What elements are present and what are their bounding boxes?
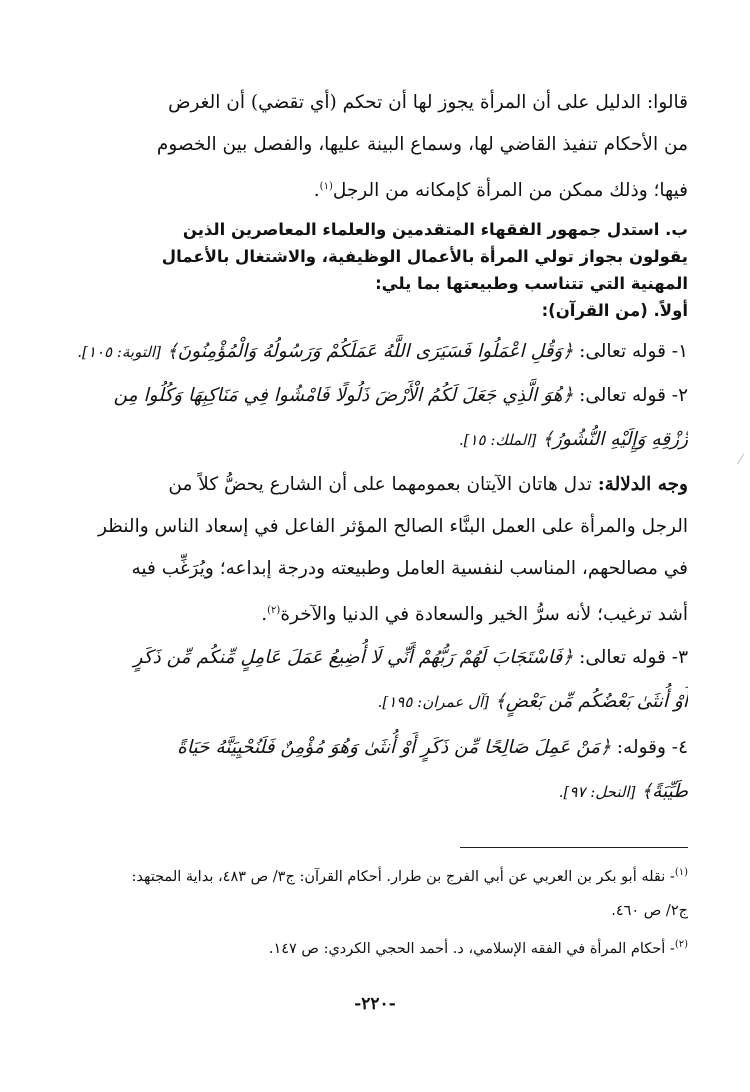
heading-line: ب. استدل جمهور الفقهاء المتقدمين والعلماء المعاصرين الذين: [182, 220, 688, 239]
verse-line: [74, 374, 688, 418]
heading-line: المهنية التي تتناسب وطبيعتها بما يلي:: [375, 274, 688, 293]
verse-4: [74, 726, 688, 814]
verse-line: [74, 418, 688, 462]
quran-text: ﴿فَاسْتَجَابَ لَهُمْ رَبُّهُمْ أَنِّي لَا أُضِيعُ عَمَلَ عَامِلٍ مِّنكُم مِّن ذَكَرٍ: [133, 647, 574, 668]
text-fragment: تدل هاتان الآيتان بعمومهما على أن الشارع يحضُّ كلاً من: [168, 474, 592, 495]
text-fragment: .: [313, 180, 320, 202]
text-fragment: أشد ترغيب؛ لأنه سرُّ الخير والسعادة في الدنيا والآخرة: [280, 604, 688, 626]
evidence-paragraph: [74, 464, 688, 636]
verse-1: [74, 330, 688, 374]
verse-line: [74, 330, 688, 374]
verse-label: ٤- وقوله:: [616, 737, 688, 758]
footnote-text: - نقله أبو بكر بن العربي عن أبي الفرج بن طرار. أحكام القرآن: ج٣/ ص ٤٨٣، بداية المجتهد:: [131, 868, 675, 885]
footnote-2: [74, 928, 688, 966]
verse-line: [74, 726, 688, 770]
text-line: الرجل والمرأة على العمل البنَّاء الصالح المؤثر الفاعل في إسعاد الناس والنظر: [97, 516, 688, 537]
footnote-marker: (٢): [674, 938, 688, 950]
section-b-heading: [74, 216, 688, 324]
page-number: -٢٢٠-: [354, 994, 396, 1014]
quran-text: ﴿وَقُلِ اعْمَلُوا فَسَيَرَى اللَّهُ عَمَلَكُمْ وَرَسُولُهُ وَالْمُؤْمِنُونَ﴾: [166, 341, 574, 362]
verse-line: [74, 636, 688, 680]
verse-3: [74, 636, 688, 724]
text-line: في مصالحهم، المناسب لنفسية العامل وطبيعته ودرجة إبداعه؛ ويُرَغِّب فيه: [131, 558, 688, 579]
verse-line: [74, 770, 688, 814]
footnote-divider: [460, 847, 688, 848]
quran-text: أَوْ أُنثَىٰ بَعْضُكُم مِّن بَعْضٍ﴾: [494, 691, 688, 712]
verse-label: ٢- قوله تعالى:: [579, 385, 688, 406]
verse-label: ٣- قوله تعالى:: [579, 647, 688, 668]
footnote-1: [74, 856, 688, 894]
footnote-ref: (٢): [267, 605, 281, 616]
text-line: [74, 166, 688, 212]
verse-reference: [آل عمران: ١٩٥].: [377, 693, 489, 711]
margin-mark: ⁄: [739, 452, 742, 468]
evidence-lead: وجه الدلالة:: [597, 474, 688, 495]
footnote-ref: (١): [319, 181, 333, 192]
footnote-text: - أحكام المرأة في الفقه الإسلامي، د. أحمد الحجي الكردي: ص ١٤٧.: [268, 940, 675, 957]
heading-line: يقولون بجواز تولي المرأة بالأعمال الوظيفية، والاشتغال بالأعمال: [161, 247, 688, 266]
text-line: [74, 464, 688, 506]
quran-text: طَيِّبَةً﴾: [641, 781, 688, 802]
paragraph-judging-argument: [74, 82, 688, 212]
text-line: [74, 590, 688, 636]
quran-text: رِّزْقِهِ وَإِلَيْهِ النُّشُورُ﴾: [542, 429, 688, 450]
quran-text: ﴿مَنْ عَمِلَ صَالِحًا مِّن ذَكَرٍ أَوْ أُنثَىٰ وَهُوَ مُؤْمِنٌ فَلَنُحْيِيَنَّهُ حَيَاةً: [177, 737, 611, 758]
verse-reference: [التوبة: ١٠٥].: [77, 343, 161, 361]
text-fragment: فيها؛ وذلك ممكن من المرأة كإمكانه من الرجل: [332, 180, 688, 202]
text-line: قالوا: الدليل على أن المرأة يجوز لها أن تحكم (أي تقضي) أن الغرض: [168, 92, 688, 113]
footnote-1-continued: ج٢/ ص ٤٦٠.: [611, 902, 688, 919]
verse-reference: [الملك: ١٥].: [458, 431, 537, 449]
footnote-marker: (١): [674, 867, 688, 878]
verse-reference: [النحل: ٩٧].: [558, 783, 636, 801]
verse-2: [74, 374, 688, 462]
text-fragment: .: [261, 604, 268, 626]
quran-text: ﴿هُوَ الَّذِي جَعَلَ لَكُمُ الْأَرْضَ ذَلُولًا فَامْشُوا فِي مَنَاكِبِهَا وَكُلُوا مِن: [113, 385, 574, 406]
verse-label: ١- قوله تعالى:: [579, 341, 688, 362]
footnotes: [74, 856, 688, 966]
text-line: من الأحكام تنفيذ القاضي لها، وسماع البينة عليها، والفصل بين الخصوم: [156, 134, 688, 155]
verse-line: [74, 680, 688, 724]
subheading-quran: أولاً. (من القرآن):: [541, 301, 688, 320]
